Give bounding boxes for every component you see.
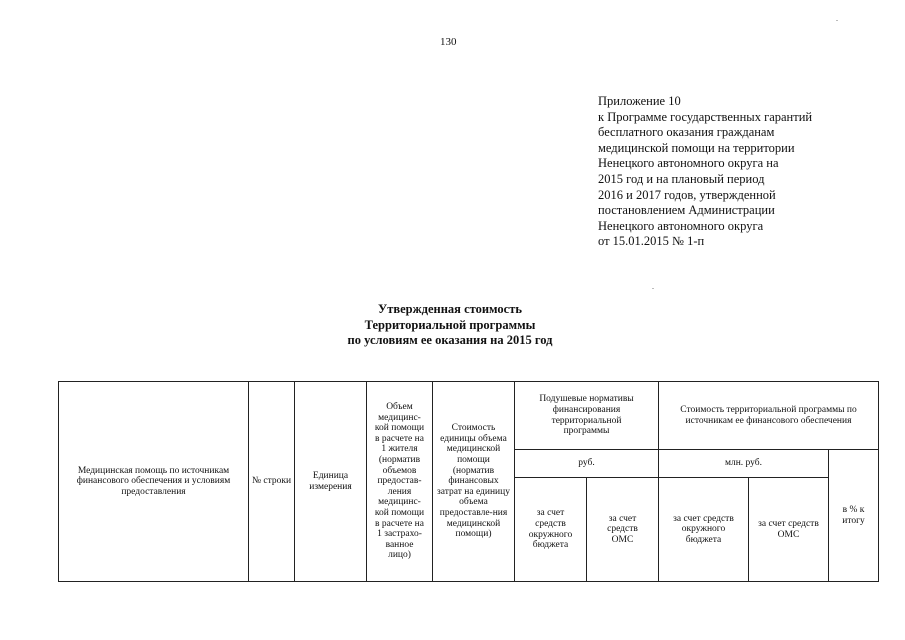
appendix-line: от 15.01.2015 № 1-п — [598, 234, 705, 249]
appendix-header — [598, 94, 888, 250]
header-unit-mln-rub: млн. руб. — [659, 450, 829, 478]
appendix-line: к Программе государственных гарантий — [598, 109, 813, 124]
title-line: Утвержденная стоимость — [378, 302, 522, 316]
header-medical-care: Медицинская помощь по источникам финансового обеспечения и условиям предоставления — [59, 382, 249, 582]
title-line: Территориальной программы — [364, 317, 536, 332]
appendix-line: 2015 год и на плановый период — [598, 171, 765, 186]
appendix-line: 2016 и 2017 годов, утвержденной — [598, 187, 776, 202]
appendix-line: Ненецкого автономного округа — [598, 218, 764, 233]
title-line: по условиям ее оказания на 2015 год — [347, 333, 553, 347]
page-number: 130 — [440, 36, 457, 48]
header-unit-rub: руб. — [515, 450, 659, 478]
header-district-budget-mln: за счет средств окружного бюджета — [659, 478, 749, 582]
header-district-budget-rub: за счет средств окружного бюджета — [515, 478, 587, 582]
header-volume: Объем медицинс-кой помощи в расчете на 1 жителя (норматив объемов предостав-ления медицинс-кой помощи в расчете на 1 застрахо-ванное лицо) — [367, 382, 433, 582]
header-oms-mln: за счет средств ОМС — [749, 478, 829, 582]
header-oms-rub: за счет средств ОМС — [587, 478, 659, 582]
header-percent: в % к итогу — [829, 450, 879, 582]
header-unit: Единица измерения — [295, 382, 367, 582]
header-per-capita-group: Подушевые нормативы финансирования территориальной программы — [515, 382, 659, 450]
appendix-line: Приложение 10 — [598, 94, 681, 108]
appendix-line: Ненецкого автономного округа на — [598, 156, 779, 171]
appendix-line: постановлением Администрации — [598, 203, 775, 218]
scan-speck — [836, 20, 838, 21]
appendix-line: медицинской помощи на территории — [598, 140, 795, 155]
header-row-number: № строки — [249, 382, 295, 582]
header-total-cost-group: Стоимость территориальной программы по источникам ее финансового обеспечения — [659, 382, 879, 450]
cost-table — [58, 381, 879, 582]
document-title — [250, 302, 650, 349]
appendix-line: бесплатного оказания гражданам — [598, 125, 775, 140]
header-unit-cost: Стоимость единицы объема медицинской помощи (норматив финансовых затрат на единицу объема предоставле-ния медицинской помощи) — [433, 382, 515, 582]
scan-speck — [652, 288, 654, 289]
